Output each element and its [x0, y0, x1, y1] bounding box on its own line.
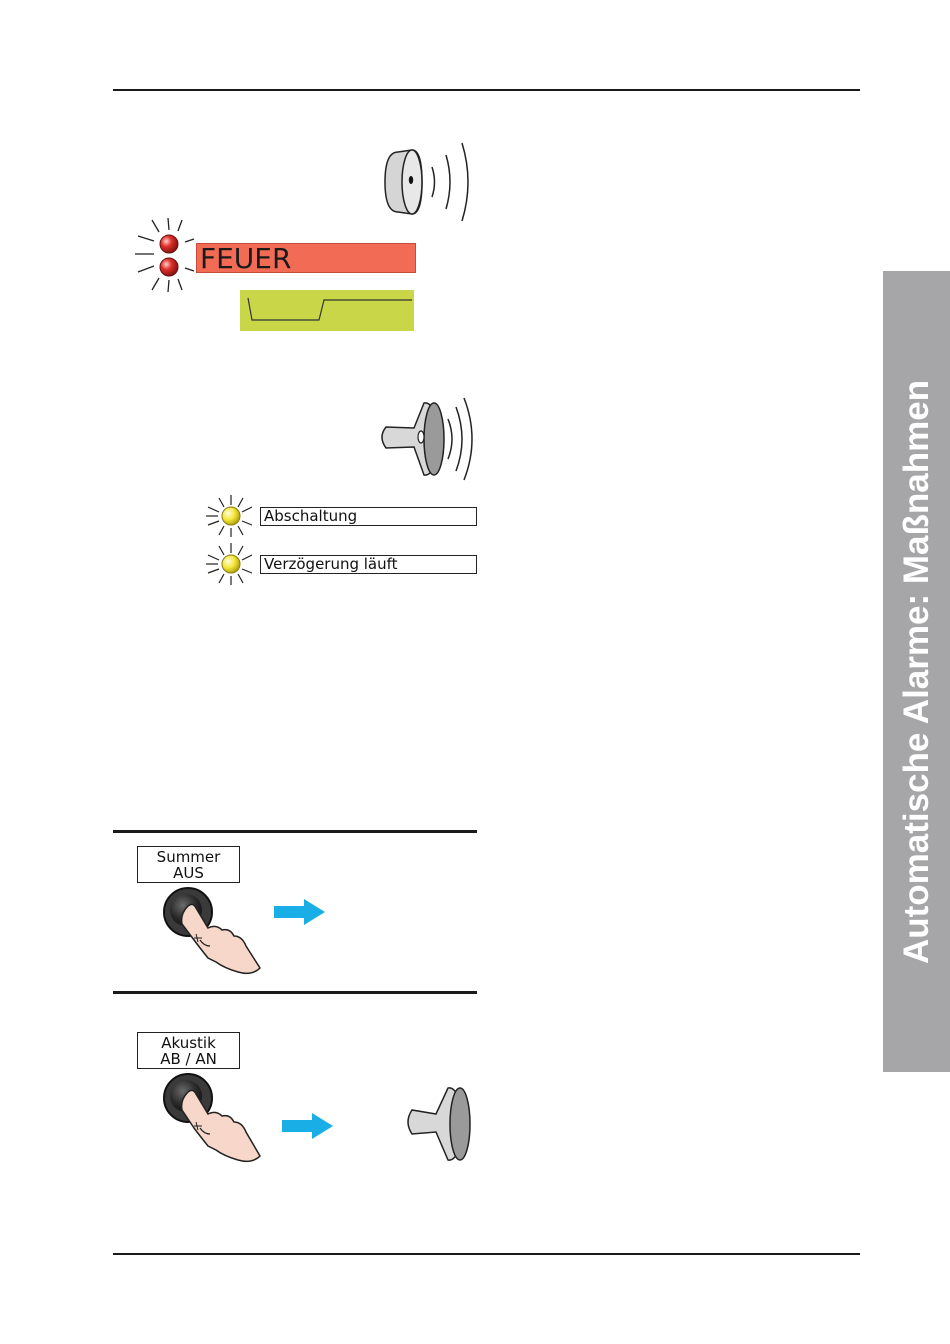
header-rule — [113, 89, 860, 91]
yellow-led-delay-icon — [205, 541, 255, 587]
status-line-delay: Verzögerung läuft — [260, 555, 477, 574]
lcd-signal-line — [240, 290, 414, 331]
hand-pointer-icon — [182, 904, 260, 973]
yellow-led-disable-icon — [205, 493, 255, 539]
arrow-right-icon — [282, 1111, 334, 1141]
status-line-disable: Abschaltung — [260, 507, 477, 526]
buzzer-off-label-line1: Summer — [156, 848, 221, 866]
arrow-right-icon — [274, 897, 326, 927]
section-rule-acoustic — [113, 991, 477, 994]
chapter-side-tab — [883, 271, 950, 1072]
lcd-panel — [240, 290, 414, 331]
section-rule-buzzer — [113, 830, 477, 833]
fire-display: FEUER — [196, 243, 416, 273]
hand-pointer-icon — [182, 1090, 260, 1161]
acoustic-toggle-button[interactable] — [160, 1070, 270, 1166]
acoustic-toggle-label-line2: AB / AN — [160, 1050, 217, 1068]
acoustic-toggle-label — [137, 1032, 240, 1069]
acoustic-toggle-label-line1: Akustik — [161, 1034, 216, 1052]
buzzer-off-label-line2: AUS — [173, 864, 204, 882]
horn-sounder-icon — [376, 395, 480, 483]
chapter-side-tab-title: Automatische Alarme: Maßnahmen — [896, 379, 936, 964]
buzzer-sounder-icon — [380, 140, 480, 225]
buzzer-off-button[interactable] — [160, 884, 270, 976]
buzzer-off-label — [137, 846, 240, 883]
footer-rule — [113, 1253, 860, 1255]
red-led-fire-icon — [132, 214, 198, 296]
horn-sounder-icon — [402, 1082, 478, 1166]
